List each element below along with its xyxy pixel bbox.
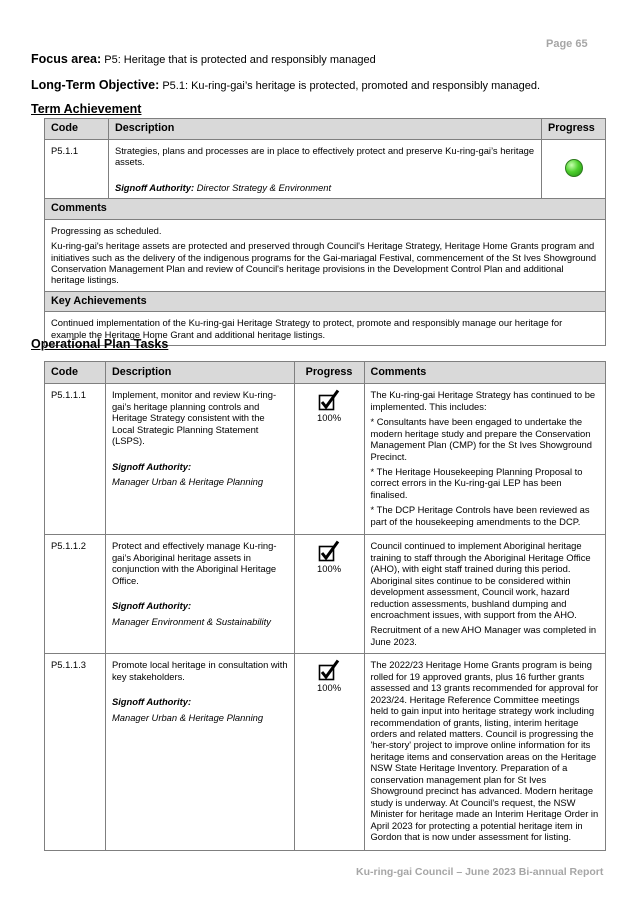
col-progress: Progress <box>542 119 606 140</box>
term-signoff <box>115 182 535 193</box>
focus-area-label: Focus area: <box>31 52 102 66</box>
task-description: Promote local heritage in consultation with key stakeholders. <box>111 659 288 682</box>
focus-area-value: P5: Heritage that is protected and responsibly managed <box>104 54 376 66</box>
comment-paragraph: The 2022/23 Heritage Home Grants program is being rolled for 19 approved grants, plus 16 further grants assessed and 13 grants recommended for approval for 2023/24. Heritage Reference Committee meetings held to gain input into heritage strategy work including recommendation of grants, listing, interim heritage orders and related matters. Council is progressing the 'her-story' project to improve online information for its heritage items and conservation areas on the Heritage NSW State Heritage Inventory. Preparation of a conservation management plan for St Ives Showground precinct has advanced. Modern heritage study is underway. At Council’s request, the NSW Minister for heritage made an Interim Heritage Order in April 2023 for protecting a potential heritage item in Gordon that is now under assessment for listing. <box>370 659 599 843</box>
task-description-cell <box>105 654 294 851</box>
term-header-row <box>45 119 606 140</box>
term-row <box>45 140 606 199</box>
comments-heading: Comments <box>45 199 606 219</box>
task-code: P5.1.1.3 <box>45 654 106 851</box>
checkbox-tick-icon <box>318 659 340 681</box>
signoff-label: Signoff Authority: <box>111 600 192 612</box>
task-progress-cell <box>294 384 364 535</box>
task-code: P5.1.1.2 <box>45 535 106 654</box>
status-green-icon <box>565 159 583 177</box>
signoff-value: Manager Urban & Heritage Planning <box>111 475 264 487</box>
col-description: Description <box>105 362 294 384</box>
page-number: Page 65 <box>546 38 588 50</box>
task-comments-cell <box>364 384 605 535</box>
comment-paragraph: The Ku-ring-gai Heritage Strategy has continued to be implemented. This includes: <box>370 389 596 412</box>
col-progress: Progress <box>294 362 364 384</box>
task-comments-cell <box>364 535 605 654</box>
comment-paragraph: Council continued to implement Aboriginal heritage training to staff through the Aboriginal Heritage Office (AHO), with eight staff trained during this period. Aboriginal sites continue to be considered within development assessment, Council work, hazard reduction assessments, bushland dumping and encroachment issues, with support from the AHO. <box>370 540 591 620</box>
task-comments-cell <box>364 654 605 851</box>
task-description-cell <box>105 535 294 654</box>
operational-plan-table <box>44 361 606 851</box>
term-code: P5.1.1 <box>45 140 109 199</box>
signoff-value: Manager Urban & Heritage Planning <box>111 711 264 723</box>
key-achievements-text: Continued implementation of the Ku-ring-gai Heritage Strategy to protect, promote and responsibly manage our heritage for example the Heritage Home Grant and additional heritage listings. <box>45 312 606 346</box>
ops-header-row <box>45 362 606 384</box>
task-progress-cell <box>294 654 364 851</box>
comments-cell <box>45 219 606 291</box>
report-footer: Ku-ring-gai Council – June 2023 Bi-annual Report <box>356 866 604 878</box>
comment-paragraph: Ku-ring-gai's heritage assets are protected and preserved through Council's Heritage Strategy, Heritage Home Grants program and initiatives such as the delivery of the indigenous programs for the Gai-mariagal Festival, commencement of the St Ives Showground Conservation Management Plan and review of Council's heritage provisions in the Development Control Plan and additional heritage listings. <box>51 240 597 286</box>
col-comments: Comments <box>364 362 605 384</box>
col-code: Code <box>45 362 106 384</box>
focus-area <box>31 52 376 66</box>
task-code: P5.1.1.1 <box>45 384 106 535</box>
task-description-cell <box>105 384 294 535</box>
signoff-label: Signoff Authority: <box>111 696 192 708</box>
operational-plan-heading: Operational Plan Tasks <box>31 337 169 351</box>
table-row <box>45 384 606 535</box>
checkbox-tick-icon <box>318 540 340 562</box>
signoff-value: Manager Environment & Sustainability <box>111 615 271 627</box>
term-description: Strategies, plans and processes are in place to effectively protect and preserve Ku-ring-gai’s heritage assets. <box>114 145 535 168</box>
signoff-label: Signoff Authority: <box>114 181 195 193</box>
task-description: Protect and effectively manage Ku-ring-gai’s Aboriginal heritage assets in conjunction with the Aboriginal Heritage Office. <box>111 540 277 586</box>
objective-label: Long-Term Objective: <box>31 78 160 92</box>
checkbox-tick-icon <box>318 389 340 411</box>
comment-paragraph: Progressing as scheduled. <box>51 224 162 236</box>
task-description: Implement, monitor and review Ku-ring-gai’s heritage planning controls and Heritage Strategy consistent with the Local Strategic Planning Statement (LSPS). <box>111 389 277 447</box>
objective-value: P5.1: Ku-ring-gai’s heritage is protected, promoted and responsibly managed. <box>162 80 541 92</box>
col-code: Code <box>45 119 109 140</box>
comment-paragraph: * Consultants have been engaged to undertake the modern heritage study and prepare the Conservation Management Plan (CMP) for the St Ives Showground Precinct. <box>370 416 592 462</box>
long-term-objective <box>31 78 540 92</box>
progress-percent: 100% <box>317 563 342 575</box>
term-progress-cell <box>542 140 606 199</box>
term-description-cell <box>108 140 541 199</box>
signoff-label: Signoff Authority: <box>111 460 192 472</box>
table-row <box>45 654 606 851</box>
progress-percent: 100% <box>317 412 342 424</box>
col-description: Description <box>108 119 541 140</box>
comment-paragraph: * The DCP Heritage Controls have been reviewed as part of the housekeeping amendments to the DCP. <box>370 504 590 527</box>
table-row <box>45 535 606 654</box>
progress-percent: 100% <box>317 682 342 694</box>
term-achievement-table <box>44 118 606 346</box>
comment-paragraph: * The Heritage Housekeeping Planning Proposal to correct errors in the Ku-ring-gai LEP has been finalised. <box>370 465 583 500</box>
task-progress-cell <box>294 535 364 654</box>
term-achievement-heading: Term Achievement <box>31 102 142 116</box>
signoff-value: Director Strategy & Environment <box>196 181 332 193</box>
comment-paragraph: Recruitment of a new AHO Manager was completed in June 2023. <box>370 624 597 647</box>
key-achievements-heading: Key Achievements <box>45 291 606 311</box>
